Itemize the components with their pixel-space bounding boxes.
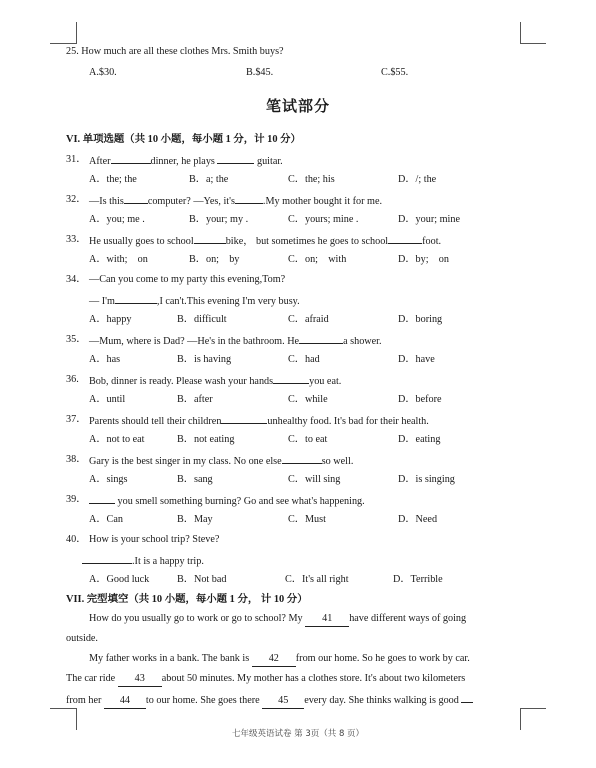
crop-mark-top-right-h [520, 43, 546, 44]
question-number: 40． [66, 534, 87, 545]
cloze-line-1: How do you usually go to work or go to school? My 41 have different ways of going [89, 612, 466, 627]
cloze-blank-45: 45 [262, 694, 304, 709]
option-a: A．Can [89, 514, 123, 525]
cloze-blank-41: 41 [305, 612, 349, 627]
crop-mark-top-left-h [50, 43, 76, 44]
cloze-blank-44: 44 [104, 694, 146, 709]
section-6-heading: VI. 单项选题（共 10 小题，每小题 1 分，计 10 分） [66, 134, 301, 145]
option-a: A．not to eat [89, 434, 145, 445]
question-stem: He usually goes to school bike， but sometimes he goes to school foot. [89, 233, 441, 249]
option-c: C．to eat [288, 434, 328, 445]
page-footer: 七年级英语试卷 第 3页（共 8 页） [231, 729, 365, 739]
written-section-title: 笔试部分 [265, 99, 330, 115]
question-stem: —Can you come to my party this evening,Tom? [89, 274, 286, 285]
question-number: 36. [66, 374, 79, 385]
option-a: A.$30. [89, 67, 117, 78]
cloze-line-2: outside. [66, 633, 98, 644]
question-number: 33． [66, 234, 87, 245]
option-a: A．you; me . [89, 214, 145, 225]
option-c: C．afraid [288, 314, 329, 325]
option-b: B．a; the [189, 174, 229, 185]
crop-mark-top-right [520, 22, 521, 44]
question-stem: Gary is the best singer in my class. No one else so well. [89, 453, 353, 469]
option-d: D．/; the [398, 174, 437, 185]
option-b: B．difficult [177, 314, 227, 325]
option-d: D．eating [398, 434, 441, 445]
option-c: C．while [288, 394, 328, 405]
crop-mark-bottom-right-h [520, 708, 546, 709]
option-a: A．sings [89, 474, 128, 485]
cloze-line-5: from her 44 to our home. She goes there 45 every day. She thinks walking is good [66, 692, 473, 709]
option-b: B．on; by [189, 254, 240, 265]
cloze-blank-42: 42 [252, 652, 296, 667]
option-d: D．before [398, 394, 442, 405]
option-b: B．Not bad [177, 574, 227, 585]
option-b: B.$45. [246, 67, 274, 78]
question-stem-line2: — I'm ,I can't.This evening I'm very busy. [89, 293, 300, 309]
question-25-stem: 25. How much are all these clothes Mrs. Smith buys? [66, 46, 284, 57]
option-a: A．happy [89, 314, 132, 325]
option-b: B．after [177, 394, 213, 405]
option-d: D．have [398, 354, 435, 365]
option-c: C．It's all right [285, 574, 349, 585]
question-number: 37． [66, 414, 87, 425]
option-c: C．on; with [288, 254, 347, 265]
option-a: A．until [89, 394, 126, 405]
question-stem: —Mum, where is Dad? —He's in the bathroom. He a shower. [89, 333, 382, 349]
option-b: B．not eating [177, 434, 235, 445]
option-a: A．with; on [89, 254, 148, 265]
question-number: 31． [66, 154, 87, 165]
option-c: C．had [288, 354, 320, 365]
option-c: C．yours; mine . [288, 214, 359, 225]
option-c: C.$55. [381, 67, 409, 78]
crop-mark-top-left [76, 22, 77, 44]
option-b: B．is having [177, 354, 232, 365]
option-b: B．your; my . [189, 214, 249, 225]
cloze-blank-43: 43 [118, 672, 162, 687]
question-stem: —Is this computer? —Yes, it's .My mother bought it for me. [89, 193, 382, 209]
question-number: 38． [66, 454, 87, 465]
option-a: A．the; the [89, 174, 137, 185]
option-c: C．Must [288, 514, 326, 525]
question-stem: you smell something burning? Go and see what's happening. [89, 493, 365, 509]
option-b: B．May [177, 514, 213, 525]
option-b: B．sang [177, 474, 213, 485]
question-stem-line2: .It is a happy trip. [82, 553, 204, 569]
option-d: D．Need [398, 514, 438, 525]
cloze-line-3: My father works in a bank. The bank is 42 from our home. So he goes to work by car. [89, 652, 470, 667]
question-number: 35． [66, 334, 87, 345]
option-d: D．by; on [398, 254, 449, 265]
option-a: A．Good luck [89, 574, 150, 585]
question-stem: Bob, dinner is ready. Please wash your hands you eat. [89, 373, 341, 389]
option-d: D．boring [398, 314, 443, 325]
question-stem: After dinner, he plays guitar. [89, 153, 283, 169]
option-d: D．is singing [398, 474, 455, 485]
option-a: A．has [89, 354, 121, 365]
question-number: 34． [66, 274, 87, 285]
cloze-line-4: The car ride 43 about 50 minutes. My mother has a clothes store. It's about two kilometers [66, 672, 465, 687]
option-c: C．will sing [288, 474, 341, 485]
option-c: C．the; his [288, 174, 335, 185]
question-stem: Parents should tell their children unhealthy food. It's bad for their health. [89, 413, 429, 429]
question-stem: How is your school trip? Steve? [89, 534, 220, 545]
question-number: 32． [66, 194, 87, 205]
section-7-heading: VII. 完型填空（共 10 小题，每小题 1 分， 计 10 分） [66, 594, 308, 605]
option-d: D．your; mine [398, 214, 460, 225]
question-number: 39． [66, 494, 87, 505]
option-d: D．Terrible [393, 574, 443, 585]
